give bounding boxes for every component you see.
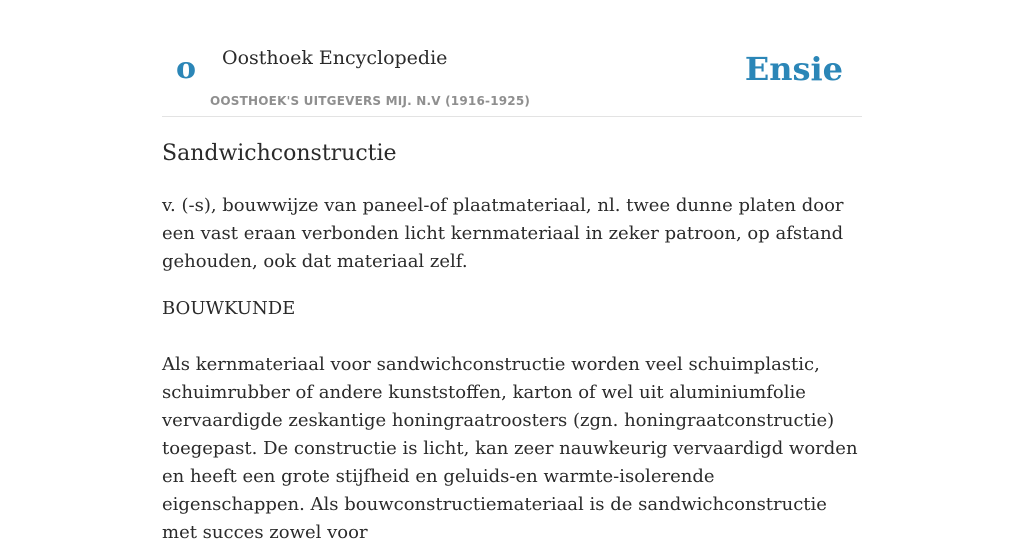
site-logo-icon[interactable]: o	[176, 51, 197, 86]
article-definition: v. (-s), bouwwijze van paneel-of plaatmateriaal, nl. twee dunne platen door een vast eraan verbonden licht kernmateriaal in zeker patroon, op afstand gehouden, ook dat materiaal zelf.	[162, 195, 844, 272]
publisher-label: OOSTHOEK'S UITGEVERS MIJ. N.V (1916-1925)	[210, 94, 531, 108]
site-header	[162, 0, 862, 117]
content-column	[162, 0, 862, 543]
ensie-logo-link[interactable]: Ensie	[744, 50, 843, 88]
article-body: Als kernmateriaal voor sandwichconstructie worden veel schuimplastic, schuimrubber of andere kunststoffen, karton of wel uit aluminiumfolie vervaardigde zeskantige honingraatroosters (zgn. honingraatconstructie) toegepast. De constructie is licht, kan zeer nauwkeurig vervaardigd worden en heeft een grote stijfheid en geluids-en warmte-isolerende eigenschappen. Als bouwconstructiemateriaal is de sandwichconstructie met succes zowel voor	[162, 354, 858, 543]
section-label: BOUWKUNDE	[162, 298, 296, 319]
site-title-link[interactable]: Oosthoek Encyclopedie	[222, 47, 448, 69]
article-title: Sandwichconstructie	[162, 141, 397, 166]
